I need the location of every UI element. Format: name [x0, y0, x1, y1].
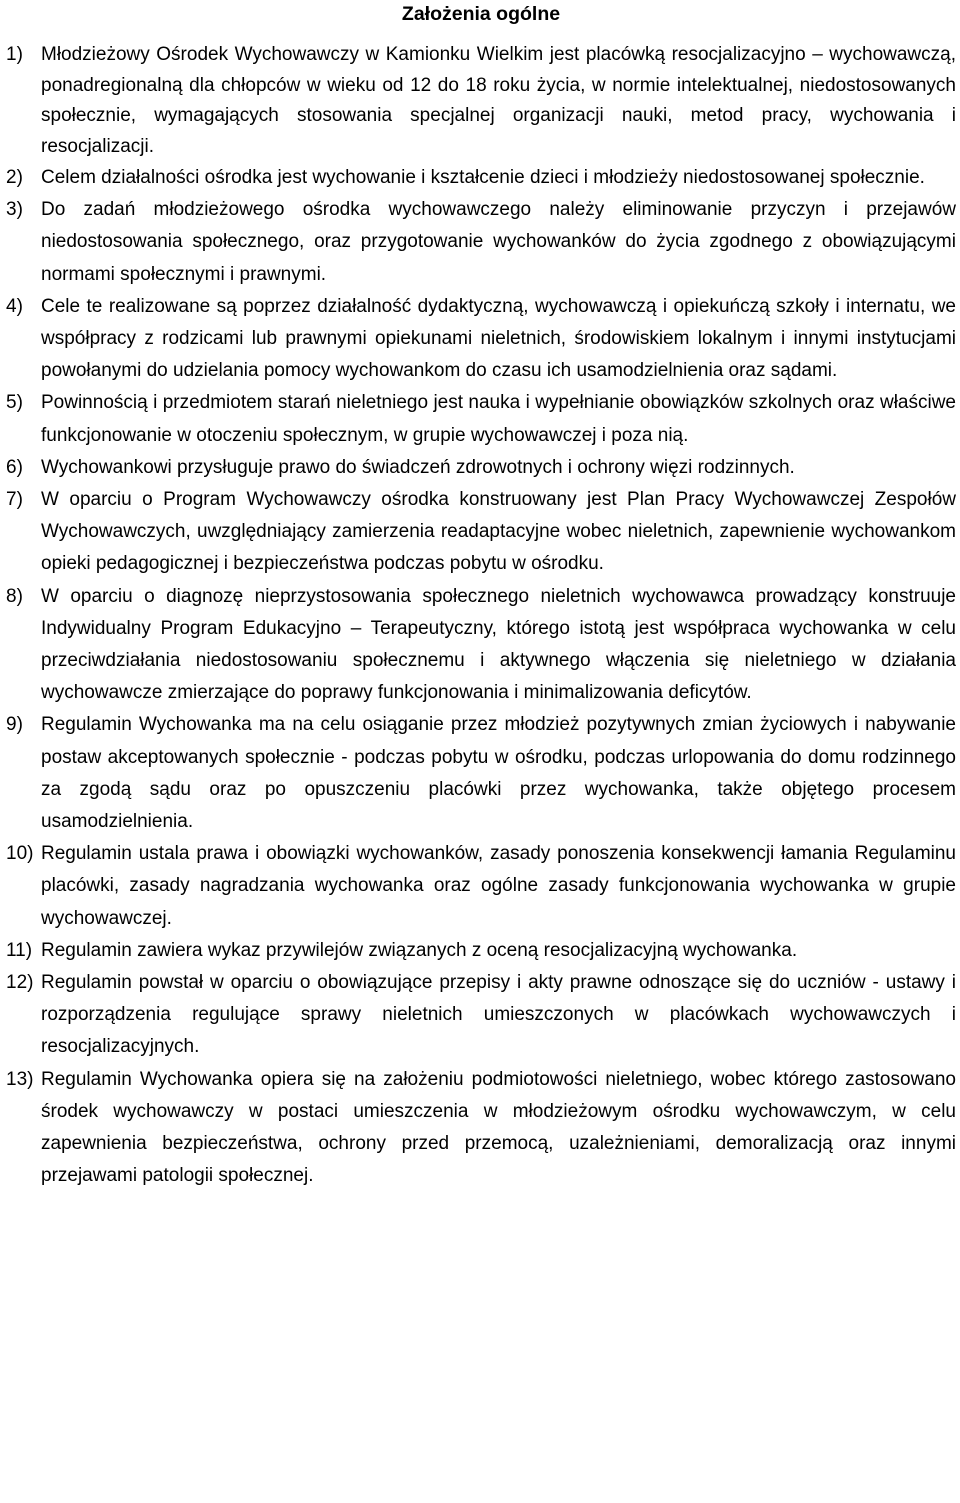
item-number: 6) [6, 456, 23, 478]
list-item [6, 709, 956, 838]
list-item [6, 452, 956, 484]
list-item [6, 387, 956, 451]
list-item [6, 838, 956, 935]
item-number: 5) [6, 392, 23, 414]
item-number: 11) [6, 939, 33, 961]
item-number: 2) [6, 167, 23, 188]
item-text: Regulamin Wychowanka ma na celu osiąganie przez młodzież pozytywnych zmian życiowych i nabywanie postaw akceptowanych społecznie - podczas pobytu w ośrodku, podczas urlopowania do domu rodzinnego za zgodą sądu oraz po opuszczeniu placówki przez wychowanka, także objętego procesem usamodzielnienia. [41, 714, 956, 833]
list-item [6, 484, 956, 581]
item-number: 4) [6, 295, 23, 317]
list-item [6, 194, 956, 291]
item-number: 8) [6, 585, 23, 607]
item-text: Cele te realizowane są poprzez działalność dydaktyczną, wychowawczą i opiekuńczą szkoły i internatu, we współpracy z rodzicami lub prawnymi opiekunami nieletnich, środowiskiem lokalnym i innymi instytucjami powołanymi do udzielania pomocy wychowankom do czasu ich usamodzielnienia oraz sądami. [41, 295, 956, 382]
list-item [6, 967, 956, 1064]
list-item [6, 581, 956, 710]
item-text: Do zadań młodzieżowego ośrodka wychowawczego należy eliminowanie przyczyn i przejawów niedostosowania społecznego, oraz przygotowanie wychowanków do życia zgodnego z obowiązującymi normami społecznymi i prawnymi. [41, 199, 956, 285]
list-item [6, 935, 956, 967]
item-text: Wychowankowi przysługuje prawo do świadczeń zdrowotnych i ochrony więzi rodzinnych. [41, 456, 795, 478]
document-title: Założenia ogólne [401, 3, 561, 25]
list-item [6, 291, 956, 388]
item-number: 7) [6, 489, 23, 511]
item-number: 10) [6, 843, 34, 865]
item-text: Regulamin Wychowanka opiera się na założeniu podmiotowości nieletniego, wobec którego zastosowano środek wychowawczy w postaci umieszczenia w młodzieżowym ośrodku wychowawczym, w celu zapewnienia bezpieczeństwa, ochrony przed przemocą, uzależnieniami, demoralizacją oraz innymi przejawami patologii społecznej. [41, 1068, 956, 1187]
provisions-list [6, 40, 956, 1193]
item-number: 13) [6, 1068, 34, 1090]
list-item [6, 40, 956, 162]
item-number: 12) [6, 972, 34, 994]
item-number: 1) [6, 44, 23, 65]
list-item [6, 1064, 956, 1193]
item-text: Regulamin powstał w oparciu o obowiązujące przepisy i akty prawne odnoszące się do uczniów - ustawy i rozporządzenia regulujące sprawy nieletnich umieszczonych w placówkach wychowawczych i resocjalizacyjnych. [41, 972, 956, 1058]
item-text: Regulamin zawiera wykaz przywilejów związanych z oceną resocjalizacyjną wychowanka. [41, 939, 798, 961]
list-item [6, 162, 956, 194]
item-text: Młodzieżowy Ośrodek Wychowawczy w Kamionku Wielkim jest placówką resocjalizacyjno – wychowawczą, ponadregionalną dla chłopców w wieku od 12 do 18 roku życia, w normie intelektualnej, niedostosowanych społecznie, wymagających stosowania specjalnej organizacji nauki, metod pracy, wychowania i resocjalizacji. [41, 44, 956, 157]
item-number: 9) [6, 714, 23, 736]
item-text: W oparciu o Program Wychowawczy ośrodka konstruowany jest Plan Pracy Wychowawczej Zespołów Wychowawczych, uwzględniający zamierzenia readaptacyjne wobec nieletnich, zapewnienie wychowankom opieki pedagogicznej i bezpieczeństwa podczas pobytu w ośrodku. [41, 489, 956, 575]
item-text: Powinnością i przedmiotem starań nieletniego jest nauka i wypełnianie obowiązków szkolnych oraz właściwe funkcjonowanie w otoczeniu społecznym, w grupie wychowawczej i poza nią. [41, 392, 956, 446]
item-text: Regulamin ustala prawa i obowiązki wychowanków, zasady ponoszenia konsekwencji łamania Regulaminu placówki, zasady nagradzania wychowanka oraz ogólne zasady funkcjonowania wychowanka w grupie wychowawczej. [41, 843, 956, 929]
item-number: 3) [6, 199, 23, 221]
item-text: Celem działalności ośrodka jest wychowanie i kształcenie dzieci i młodzieży niedostosowanej społecznie. [41, 167, 925, 188]
item-text: W oparciu o diagnozę nieprzystosowania społecznego nieletnich wychowawca prowadzący konstruuje Indywidualny Program Edukacyjno – Terapeutyczny, którego istotą jest współpraca wychowanka w celu przeciwdziałania niedostosowaniu społecznemu i aktywnego włączenia się nieletniego w działania wychowawcze zmierzające do poprawy funkcjonowania i minimalizowania deficytów. [41, 585, 956, 704]
